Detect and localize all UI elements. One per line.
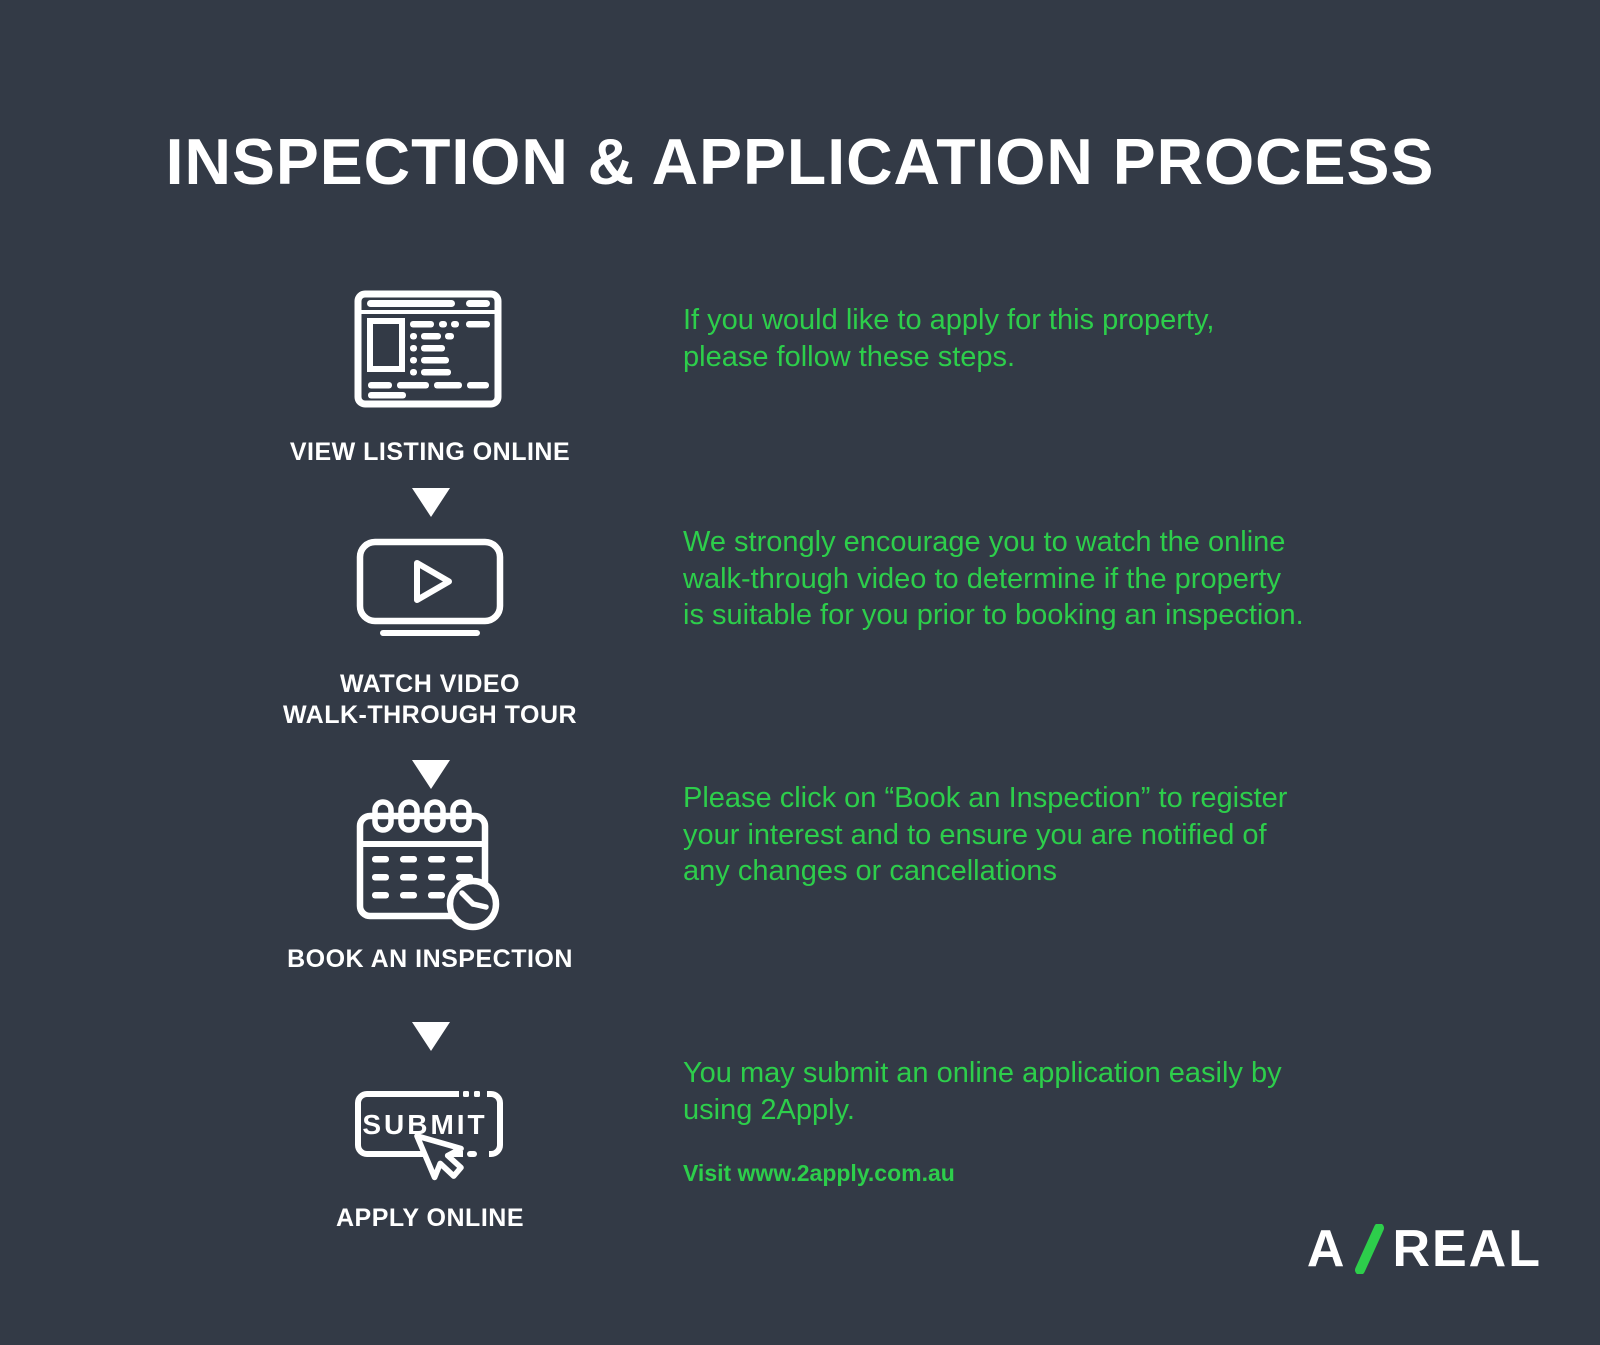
down-arrow-icon <box>412 1022 450 1051</box>
visit-url-text: Visit www.2apply.com.au <box>683 1160 955 1186</box>
submit-button-text: SUBMIT <box>362 1109 488 1140</box>
calendar-clock-icon <box>355 798 500 931</box>
video-walkthrough-icon <box>356 538 504 638</box>
step-label: WATCH VIDEO WALK-THROUGH TOUR <box>282 670 578 729</box>
step-label: APPLY ONLINE <box>336 1204 524 1232</box>
step-description: Please click on “Book an Inspection” to register your interest and to ensure you are notified of any changes or cancellations <box>683 782 1288 887</box>
step-label: VIEW LISTING ONLINE <box>289 438 571 466</box>
down-arrow-icon <box>412 760 450 789</box>
areal-logo <box>1307 1219 1542 1279</box>
page-title: INSPECTION & APPLICATION PROCESS <box>165 125 1435 198</box>
submit-cursor-icon <box>353 1086 505 1194</box>
step-description: You may submit an online application easily by using 2Apply. <box>683 1057 1282 1126</box>
logo-slash-icon <box>1353 1224 1385 1274</box>
step-label: BOOK AN INSPECTION <box>287 945 573 973</box>
step-description: If you would like to apply for this property, please follow these steps. <box>683 304 1215 373</box>
logo-letter-a: A <box>1306 1220 1347 1278</box>
down-arrow-icon <box>412 488 450 517</box>
logo-text-real: REAL <box>1392 1220 1542 1278</box>
step-description: We strongly encourage you to watch the online walk-through video to determine if the property is suitable for you prior to booking an inspection. <box>683 526 1304 631</box>
browser-listing-icon <box>354 290 502 408</box>
